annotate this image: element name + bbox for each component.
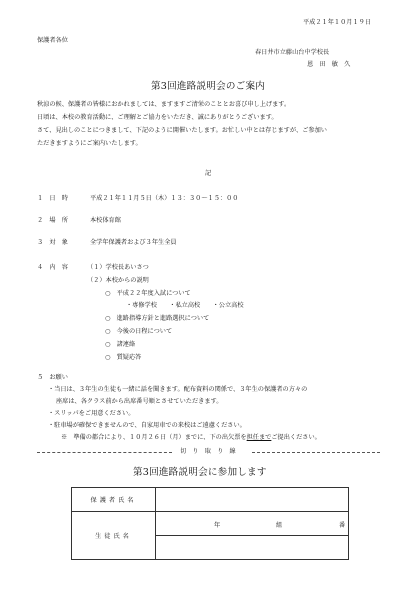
sub-item-4: ○ 諸連絡 bbox=[105, 341, 136, 348]
number-label: 番 bbox=[339, 522, 346, 529]
form-title: 第3回進路説明会に参加します bbox=[133, 467, 267, 478]
cut-line-label: 切 り 取 り 線 bbox=[180, 448, 236, 455]
body-line-1: 秋涼の候、保護者の皆様におかれましては、ますますご清栄のこととお喜び申し上げます。 bbox=[37, 101, 291, 108]
date-value: 平成２１年１１月５日（木）１３：３０～１５：００ bbox=[90, 195, 239, 202]
page-title: 第3回進路説明会のご案内 bbox=[151, 81, 266, 92]
note-2: ・スリッパをご用意ください。 bbox=[48, 410, 135, 417]
body-line-2: 日頃は、本校の教育活動に、ご理解とご協力をいただき、誠にありがとうございます。 bbox=[37, 114, 278, 121]
note-4-underline: 担任まで bbox=[246, 434, 272, 441]
principal-name: 恩 田 敏 久 bbox=[307, 61, 351, 68]
notes-heading: ５ お願い bbox=[37, 374, 68, 381]
sub-item-1-detail: ・専修学校 ・私立高校 ・公立高校 bbox=[126, 302, 244, 309]
body-line-4: ただきますようにご案内いたします。 bbox=[37, 140, 142, 147]
note-1: ・当日は、３年生の生徒も一緒に話を聞きます。配布資料の関係で、３年生の保護者の方々の bbox=[48, 386, 308, 393]
sub-item-3: ○ 今後の日程について bbox=[105, 328, 173, 335]
date-label: １ 日 時 bbox=[37, 195, 68, 202]
target-value: 全学年保護者および３年生全員 bbox=[90, 239, 177, 246]
target-label: ３ 対 象 bbox=[37, 239, 68, 246]
cut-line-left bbox=[37, 452, 172, 453]
note-4-post: ご提出ください。 bbox=[271, 434, 321, 441]
place-value: 本校体育館 bbox=[90, 217, 121, 224]
cut-line-right bbox=[252, 452, 380, 453]
class-label: 組 bbox=[276, 522, 283, 529]
recipient: 保護者各位 bbox=[37, 37, 68, 44]
reply-form bbox=[71, 487, 349, 560]
content-item-1: （１）学校長あいさつ bbox=[87, 264, 149, 271]
guardian-name-field[interactable] bbox=[156, 488, 349, 512]
ki-heading: 記 bbox=[205, 170, 212, 177]
student-class-field[interactable] bbox=[156, 512, 349, 536]
body-line-3: さて、見出しのことにつきまして、下記のように開催いたします。お忙しい中とは存じますが、ご参加い bbox=[37, 127, 327, 134]
guardian-label: 保護者氏名 bbox=[72, 488, 156, 512]
content-label: ４ 内 容 bbox=[37, 264, 68, 271]
content-item-2: （２）本校からの説明 bbox=[87, 277, 149, 284]
document-date: 平成２１年１０月１９日 bbox=[303, 19, 372, 26]
note-4-pre: ※ 準備の都合により、１０月２６日（月）までに、下の出欠票を bbox=[61, 434, 247, 441]
sub-item-2: ○ 進路指導方針と進路選択について bbox=[105, 315, 210, 322]
note-1-cont: 座席は、各クラス前から出席番号順とさせていただきます。 bbox=[56, 398, 223, 405]
sub-item-5: ○ 質疑応答 bbox=[105, 354, 142, 361]
school-name: 春日井市立藤山台中学校長 bbox=[255, 49, 330, 56]
place-label: ２ 場 所 bbox=[37, 217, 68, 224]
note-4 bbox=[61, 435, 321, 441]
year-label: 年 bbox=[214, 522, 221, 529]
sub-item-1: ○ 平成２２年度入試について bbox=[105, 290, 191, 297]
note-3: ・駐車場が確保できませんので、自家用車での来校はご遠慮ください。 bbox=[48, 422, 246, 429]
student-label: 生徒氏名 bbox=[72, 512, 156, 560]
student-name-field[interactable] bbox=[156, 536, 349, 560]
